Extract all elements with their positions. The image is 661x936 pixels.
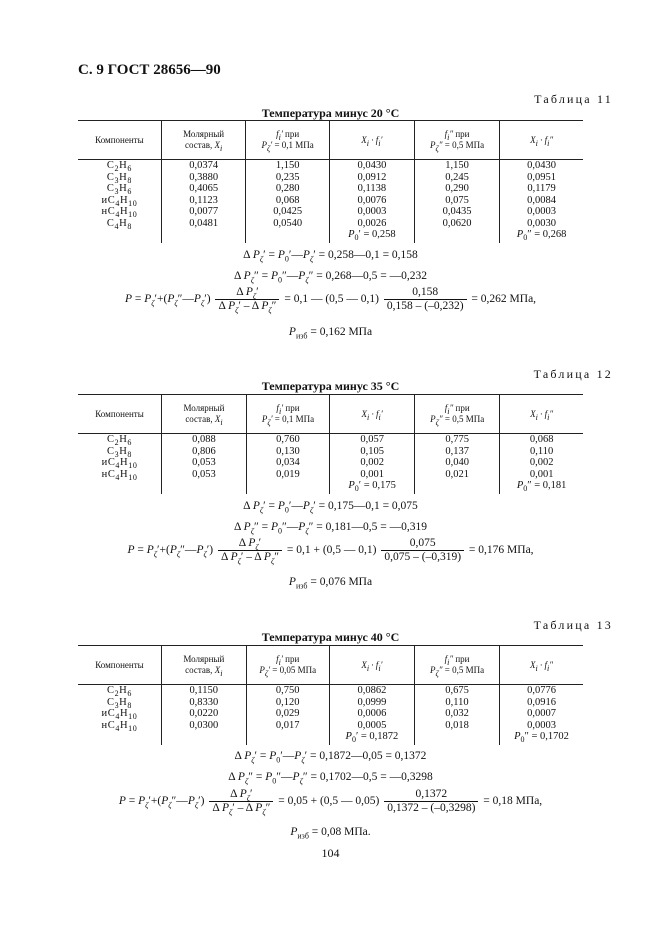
table-cell: 0,029 — [246, 708, 329, 720]
table-row — [78, 434, 583, 446]
table-cell: $C_3H_8$ — [106, 696, 132, 710]
table-cell: 0,034 — [246, 457, 329, 469]
table-cell: 0,0916 — [500, 697, 584, 709]
sum-row — [78, 480, 583, 494]
fraction-symbolic: $\frac{\Delta P_\zeta'}{\Delta P_\zeta' - \Delta P_\zeta''}$ — [215, 286, 279, 313]
col-header-xf2: $X_i \cdot f_i''$ — [500, 646, 584, 685]
table-cell: 0,245 — [414, 172, 499, 184]
table-cell: 0,075 — [414, 195, 499, 207]
col-header-xf1: $X_i \cdot f_i'$ — [329, 121, 414, 160]
equation-pressure: $P = P_\zeta'+(P_\zeta''—P_\zeta')$ $\frac{\Delta P_\zeta'}{\Delta P_\zeta' - \Delta P_\zeta''}$ = 0,1 + (0,5 — 0,1) $\frac{0,075}{0,075 - (-0,319)}$ = 0,176 МПа, — [127, 537, 534, 566]
sum-p0-double: $P_0'' = 0,268$ — [500, 229, 583, 243]
table-cell: 0,130 — [246, 446, 329, 458]
col-header-f2: $f_i''$ при $P_\zeta'' = 0,5$ МПа — [414, 121, 499, 160]
table-cell: 1,150 — [414, 160, 499, 172]
table-cell: 0,8330 — [161, 697, 246, 709]
table-cell: 0,0620 — [414, 218, 499, 230]
table-cell: 0,0006 — [329, 708, 414, 720]
table-cell: 0,018 — [415, 720, 500, 732]
table-cell: 0,088 — [162, 434, 247, 446]
table-cell: 0,750 — [246, 685, 329, 697]
page-header: С. 9 ГОСТ 28656—90 — [78, 62, 221, 78]
table-cell: 0,032 — [415, 708, 500, 720]
table-cell: 0,0005 — [329, 720, 414, 732]
table-cell: 0,290 — [414, 183, 499, 195]
sum-p0-prime: $P_0' = 0,258$ — [329, 229, 414, 243]
table-cell: 0,001 — [500, 469, 583, 481]
table-cell: 0,040 — [415, 457, 500, 469]
table-cell: 0,0084 — [500, 195, 583, 207]
table-cell: 0,235 — [246, 172, 329, 184]
col-header-xf1: $X_i \cdot f_i'$ — [330, 395, 415, 434]
col-header-molar: Молярный состав, $X_i$ — [161, 646, 246, 685]
table-cell: 0,053 — [162, 457, 247, 469]
table-cell: 0,017 — [246, 720, 329, 732]
table-header-row — [78, 121, 583, 160]
table-cell: $иC_4H_{10}$ — [101, 708, 138, 722]
table-cell: $C_3H_8$ — [106, 171, 132, 185]
table-cell: 0,0430 — [329, 160, 414, 172]
table-row — [78, 446, 583, 458]
table-cell: 0,021 — [415, 469, 500, 481]
table-title: Температура минус 35 °C — [261, 379, 400, 393]
table-cell: 0,1179 — [500, 183, 583, 195]
table-title: Температура минус 40 °C — [261, 630, 400, 644]
table-cell: 0,0435 — [414, 206, 499, 218]
table-cell: 0,4065 — [161, 183, 246, 195]
col-header-components: Компоненты — [78, 121, 161, 160]
sum-row — [78, 731, 583, 745]
table-cell: 0,0776 — [500, 685, 584, 697]
table-label: Таблица 12 — [533, 367, 613, 381]
table-cell: 0,019 — [246, 469, 329, 481]
table-row — [78, 218, 583, 230]
fraction-numeric: $\frac{0,1372}{0,1372 - (-0,3298)}$ — [384, 788, 478, 815]
equation-p-izb: $P_{изб} = 0,162$ МПа — [288, 326, 373, 341]
table-row — [78, 720, 583, 732]
table-cell: 0,0077 — [161, 206, 246, 218]
table-cell: 0,068 — [500, 434, 583, 446]
table-cell: 0,0912 — [329, 172, 414, 184]
col-header-f1: $f_i'$ при $P_\zeta' = 0,05$ МПа — [246, 646, 329, 685]
table-row — [78, 206, 583, 218]
fraction-numeric: $\frac{0,075}{0,075 - (-0,319)}$ — [381, 537, 464, 564]
table-cell: $нC_4H_{10}$ — [101, 719, 138, 733]
data-table — [78, 645, 583, 745]
col-header-f1: $f_i'$ при $P_\zeta' = 0,1$ МПа — [246, 395, 329, 434]
table-cell: $C_2H_6$ — [106, 685, 132, 699]
table-cell: 0,137 — [415, 446, 500, 458]
table-cell: $иC_4H_{10}$ — [101, 457, 138, 471]
col-header-xf2: $X_i \cdot f_i''$ — [500, 395, 583, 434]
table-label: Таблица 13 — [533, 618, 613, 632]
table-cell: 0,3880 — [161, 172, 246, 184]
table-cell: 0,1150 — [161, 685, 246, 697]
table-label: Таблица 11 — [534, 92, 613, 106]
equation-delta-p2: Δ $P_\zeta''$ = $P_0''—P_\zeta''$ = 0,181—0,5 = —0,319 — [234, 521, 427, 536]
table-cell: 0,0003 — [329, 206, 414, 218]
table-cell: 0,0540 — [246, 218, 329, 230]
table-row — [78, 457, 583, 469]
table-cell: 0,806 — [162, 446, 247, 458]
table-row — [78, 708, 583, 720]
sum-p0-prime: $P_0' = 0,175$ — [330, 480, 415, 494]
table-cell: $C_2H_6$ — [106, 160, 132, 174]
table-cell: 0,002 — [500, 457, 583, 469]
table-cell: $иC_4H_{10}$ — [101, 194, 138, 208]
table-cell: 0,280 — [246, 183, 329, 195]
table-row — [78, 195, 583, 207]
fraction-numeric: $\frac{0,158}{0,158 - (-0,232)}$ — [384, 286, 467, 313]
table-cell: 0,0030 — [500, 218, 583, 230]
table-cell: $C_2H_6$ — [107, 434, 133, 448]
table-cell: 1,150 — [246, 160, 329, 172]
equation-delta-p2: Δ $P_\zeta''$ = $P_0''—P_\zeta''$ = 0,1702—0,5 = —0,3298 — [228, 771, 433, 786]
table-cell: 0,105 — [330, 446, 415, 458]
table-cell: 0,0026 — [329, 218, 414, 230]
equation-delta-p1: Δ $P_\zeta'$ = $P_0'—P_\zeta'$ = 0,1872—0,05 = 0,1372 — [234, 750, 427, 765]
table-cell: 0,0003 — [500, 720, 584, 732]
table-cell: 0,0220 — [161, 708, 246, 720]
table-cell: 0,057 — [330, 434, 415, 446]
fraction-symbolic: $\frac{\Delta P_\zeta'}{\Delta P_\zeta' - \Delta P_\zeta''}$ — [209, 788, 273, 815]
table-cell: 0,0862 — [329, 685, 414, 697]
table-cell: 0,0430 — [500, 160, 583, 172]
col-header-f2: $f_i''$ при $P_\zeta'' = 0,5$ МПа — [415, 646, 500, 685]
table-cell: $нC_4H_{10}$ — [101, 468, 138, 482]
table-cell: $C_3H_6$ — [106, 183, 132, 197]
sum-row — [78, 229, 583, 243]
col-header-f1: $f_i'$ при $P_\zeta' = 0,1$ МПа — [246, 121, 329, 160]
equation-delta-p2: Δ $P_\zeta''$ = $P_0''—P_\zeta''$ = 0,268—0,5 = —0,232 — [234, 270, 427, 285]
table-cell: 0,0481 — [161, 218, 246, 230]
col-header-components: Компоненты — [78, 646, 161, 685]
table-cell: 0,1138 — [329, 183, 414, 195]
table-row — [78, 685, 583, 697]
table-cell: 0,775 — [415, 434, 500, 446]
table-cell: 0,675 — [415, 685, 500, 697]
table-cell: 0,120 — [246, 697, 329, 709]
table-row — [78, 183, 583, 195]
equation-delta-p1: Δ $P_\zeta'$ = $P_0'—P_\zeta'$ = 0,258—0,1 = 0,158 — [243, 249, 418, 264]
table-cell: 0,0951 — [500, 172, 583, 184]
table-cell: 0,053 — [162, 469, 247, 481]
table-row — [78, 172, 583, 184]
page-number: 104 — [321, 846, 340, 860]
col-header-xf2: $X_i \cdot f_i''$ — [500, 121, 583, 160]
equation-pressure: $P = P_\zeta'+(P_\zeta''—P_\zeta')$ $\frac{\Delta P_\zeta'}{\Delta P_\zeta' - \Delta P_\zeta''}$ = 0,1 — (0,5 — 0,1) $\frac{0,158}{0,158 - (-0,232)}$ = 0,262 МПа, — [124, 286, 537, 315]
table-cell: 0,760 — [246, 434, 329, 446]
table-cell: $C_3H_8$ — [107, 445, 133, 459]
equation-p-izb: $P_{изб} = 0,08$ МПа. — [290, 826, 371, 841]
equation-pressure: $P = P_\zeta'+(P_\zeta''—P_\zeta')$ $\frac{\Delta P_\zeta'}{\Delta P_\zeta' - \Delta P_\zeta''}$ = 0,05 + (0,5 — 0,05) $\frac{0,1372}{0,1372 - (-0,3298)}$ = 0,18 МПа, — [118, 788, 543, 817]
equation-delta-p1: Δ $P_\zeta'$ = $P_0'—P_\zeta'$ = 0,175—0,1 = 0,075 — [243, 500, 418, 515]
equation-p-izb: $P_{изб} = 0,076$ МПа — [288, 576, 373, 591]
table-cell: 0,1123 — [161, 195, 246, 207]
table-cell: $нC_4H_{10}$ — [101, 206, 138, 220]
table-cell: 0,0076 — [329, 195, 414, 207]
sum-p0-double: $P_0'' = 0,1702$ — [500, 731, 584, 745]
fraction-symbolic: $\frac{\Delta P_\zeta'}{\Delta P_\zeta' - \Delta P_\zeta''}$ — [218, 537, 282, 564]
table-cell: 0,068 — [246, 195, 329, 207]
col-header-components: Компоненты — [78, 395, 162, 434]
table-cell: 0,001 — [330, 469, 415, 481]
table-cell: 0,0425 — [246, 206, 329, 218]
col-header-f2: $f_i''$ при $P_\zeta'' = 0,5$ МПа — [415, 395, 500, 434]
table-title: Температура минус 20 °C — [261, 106, 400, 120]
table-cell: $C_4H_8$ — [106, 217, 132, 231]
table-row — [78, 469, 583, 481]
table-row — [78, 160, 583, 172]
table-row — [78, 697, 583, 709]
sum-p0-double: $P_0'' = 0,181$ — [500, 480, 583, 494]
table-cell: 0,0003 — [500, 206, 583, 218]
table-cell: 0,002 — [330, 457, 415, 469]
data-table — [78, 394, 583, 494]
table-header-row — [78, 646, 583, 685]
col-header-molar: Молярный состав, $X_i$ — [162, 395, 247, 434]
table-cell: 0,0999 — [329, 697, 414, 709]
data-table — [78, 120, 583, 243]
table-cell: 0,0374 — [161, 160, 246, 172]
table-cell: 0,110 — [500, 446, 583, 458]
table-cell: 0,110 — [415, 697, 500, 709]
col-header-molar: Молярный состав, $X_i$ — [161, 121, 246, 160]
table-cell: 0,0007 — [500, 708, 584, 720]
col-header-xf1: $X_i \cdot f_i'$ — [329, 646, 414, 685]
table-header-row — [78, 395, 583, 434]
sum-p0-prime: $P_0' = 0,1872$ — [329, 731, 414, 745]
table-cell: 0,0300 — [161, 720, 246, 732]
